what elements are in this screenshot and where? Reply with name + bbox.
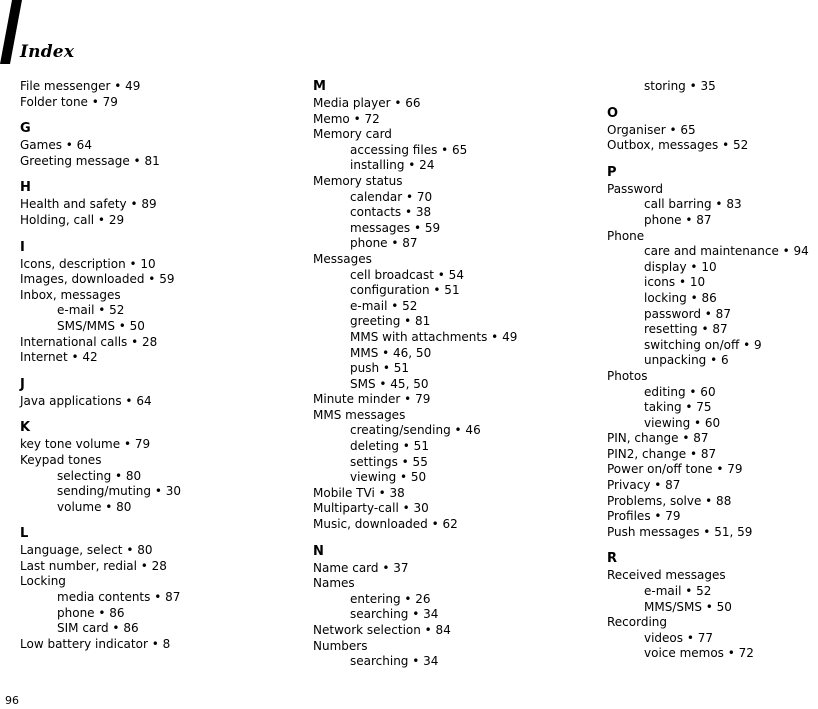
index-entry: Mobile TVi • 38 — [313, 485, 405, 500]
index-section — [20, 79, 300, 110]
index-entry: Memo • 72 — [313, 111, 380, 126]
index-subentry: viewing • 60 — [644, 415, 721, 430]
index-entry: Push messages • 51, 59 — [607, 524, 753, 539]
index-subentry: voice memos • 72 — [644, 646, 754, 661]
index-entry: PIN, change • 87 — [607, 431, 709, 446]
index-subentry: creating/sending • 46 — [350, 423, 481, 438]
index-subentry: MMS with attachments • 49 — [350, 329, 518, 344]
index-subentry: unpacking • 6 — [644, 353, 729, 368]
index-entry: Images, downloaded • 59 — [20, 272, 175, 287]
index-entry: Games • 64 — [20, 138, 92, 153]
section-letter: O — [607, 105, 619, 121]
index-entry: Name card • 37 — [313, 560, 409, 575]
section-letter: P — [607, 164, 617, 180]
section-letter: G — [20, 121, 31, 137]
index-subentry: settings • 55 — [350, 454, 428, 469]
index-entry: Language, select • 80 — [20, 543, 153, 558]
index-subentry: SMS • 45, 50 — [350, 376, 429, 391]
index-subentry: calendar • 70 — [350, 189, 433, 204]
index-subentry: volume • 80 — [57, 499, 132, 514]
index-entry: Last number, redial • 28 — [20, 558, 167, 573]
index-section — [607, 165, 818, 541]
index-entry: Music, downloaded • 62 — [313, 517, 458, 532]
index-entry: Received messages — [607, 568, 726, 583]
index-section — [20, 377, 300, 410]
index-entry: Memory card — [313, 127, 392, 142]
index-subentry: locking • 86 — [644, 290, 717, 305]
index-entry: Low battery indicator • 8 — [20, 636, 171, 651]
index-entry: Inbox, messages — [20, 287, 121, 302]
index-subentry: sending/muting • 30 — [57, 484, 181, 499]
index-entry: Holding, call • 29 — [20, 212, 125, 227]
index-entry: Keypad tones — [20, 452, 102, 467]
index-subentry: e-mail • 52 — [57, 303, 125, 318]
index-subentry: SMS/MMS • 50 — [57, 318, 145, 333]
index-entry: Locking — [20, 574, 66, 589]
index-subentry: media contents • 87 — [57, 590, 181, 605]
index-section — [313, 544, 603, 670]
index-entry: Profiles • 79 — [607, 509, 681, 524]
page-number: 96 — [5, 694, 19, 707]
index-subentry: resetting • 87 — [644, 322, 728, 337]
index-entry: key tone volume • 79 — [20, 437, 151, 452]
index-subentry: greeting • 81 — [350, 314, 431, 329]
section-letter: I — [20, 239, 25, 255]
index-entry: Outbox, messages • 52 — [607, 138, 749, 153]
index-entry: Password — [607, 181, 664, 196]
index-column-3 — [607, 79, 818, 662]
index-subentry: SIM card • 86 — [57, 621, 139, 636]
page-header-title: Index — [20, 42, 75, 62]
index-subentry: icons • 10 — [644, 275, 706, 290]
index-subentry: storing • 35 — [644, 79, 716, 93]
index-section — [313, 79, 603, 533]
index-entry: Icons, description • 10 — [20, 256, 156, 271]
index-subentry: taking • 75 — [644, 400, 712, 415]
index-entry: International calls • 28 — [20, 334, 158, 349]
index-entry: PIN2, change • 87 — [607, 446, 717, 461]
index-entry: Network selection • 84 — [313, 623, 451, 637]
index-subentry: e-mail • 52 — [350, 298, 418, 313]
index-entry: Minute minder • 79 — [313, 392, 431, 407]
index-section — [607, 79, 818, 95]
section-letter: R — [607, 551, 618, 567]
index-section — [20, 240, 300, 366]
index-subentry: accessing files • 65 — [350, 142, 468, 157]
index-subentry: contacts • 38 — [350, 205, 432, 220]
index-entry: Recording — [607, 615, 668, 630]
index-subentry: phone • 86 — [57, 605, 125, 620]
index-section — [20, 121, 300, 169]
index-section — [20, 420, 300, 515]
index-subentry: messages • 59 — [350, 220, 441, 235]
index-subentry: searching • 34 — [350, 607, 439, 622]
index-subentry: push • 51 — [350, 361, 410, 376]
section-letter: N — [313, 543, 324, 559]
index-subentry: videos • 77 — [644, 630, 714, 645]
index-subentry: searching • 34 — [350, 654, 439, 669]
index-entry: Health and safety • 89 — [20, 197, 157, 212]
index-entry: Numbers — [313, 638, 368, 653]
index-subentry: display • 10 — [644, 259, 717, 274]
index-entry: Media player • 66 — [313, 96, 421, 110]
index-subentry: editing • 60 — [644, 384, 716, 399]
index-subentry: entering • 26 — [350, 591, 431, 606]
index-subentry: care and maintenance • 94 — [644, 244, 809, 259]
section-letter: H — [20, 180, 31, 196]
index-entry: Internet • 42 — [20, 350, 98, 365]
index-subentry: switching on/off • 9 — [644, 337, 762, 352]
index-entry: Phone — [607, 228, 645, 243]
index-entry: File messenger • 49 — [20, 79, 141, 93]
index-entry: Memory status — [313, 173, 403, 188]
index-section — [20, 180, 300, 228]
index-subentry: viewing • 50 — [350, 470, 427, 485]
index-entry: Privacy • 87 — [607, 478, 681, 493]
index-subentry: deleting • 51 — [350, 439, 429, 454]
index-subentry: selecting • 80 — [57, 468, 142, 483]
index-column-2 — [313, 79, 603, 670]
index-subentry: cell broadcast • 54 — [350, 267, 464, 282]
index-entry: Names — [313, 576, 355, 591]
index-entry: Folder tone • 79 — [20, 94, 118, 109]
index-entry: Multiparty-call • 30 — [313, 501, 429, 516]
index-column-1 — [20, 79, 300, 652]
index-entry: Problems, solve • 88 — [607, 493, 732, 508]
index-entry: Power on/off tone • 79 — [607, 462, 743, 477]
index-entry: Greeting message • 81 — [20, 153, 160, 168]
index-section — [607, 551, 818, 662]
index-subentry: phone • 87 — [644, 212, 712, 227]
section-letter: J — [20, 376, 25, 392]
section-letter: K — [20, 420, 31, 436]
section-letter: L — [20, 526, 29, 542]
index-subentry: e-mail • 52 — [644, 584, 712, 599]
index-subentry: call barring • 83 — [644, 197, 742, 212]
index-entry: Java applications • 64 — [20, 393, 152, 408]
index-subentry: MMS • 46, 50 — [350, 345, 432, 360]
index-section — [20, 526, 300, 652]
index-entry: Organiser • 65 — [607, 122, 696, 137]
index-subentry: configuration • 51 — [350, 283, 460, 298]
index-section — [607, 106, 818, 154]
index-subentry: MMS/SMS • 50 — [644, 599, 732, 614]
section-letter: M — [313, 79, 326, 94]
index-entry: Photos — [607, 368, 648, 383]
index-subentry: installing • 24 — [350, 158, 435, 173]
index-entry: MMS messages — [313, 407, 406, 422]
index-entry: Messages — [313, 251, 372, 266]
index-subentry: phone • 87 — [350, 236, 418, 251]
index-subentry: password • 87 — [644, 306, 731, 321]
